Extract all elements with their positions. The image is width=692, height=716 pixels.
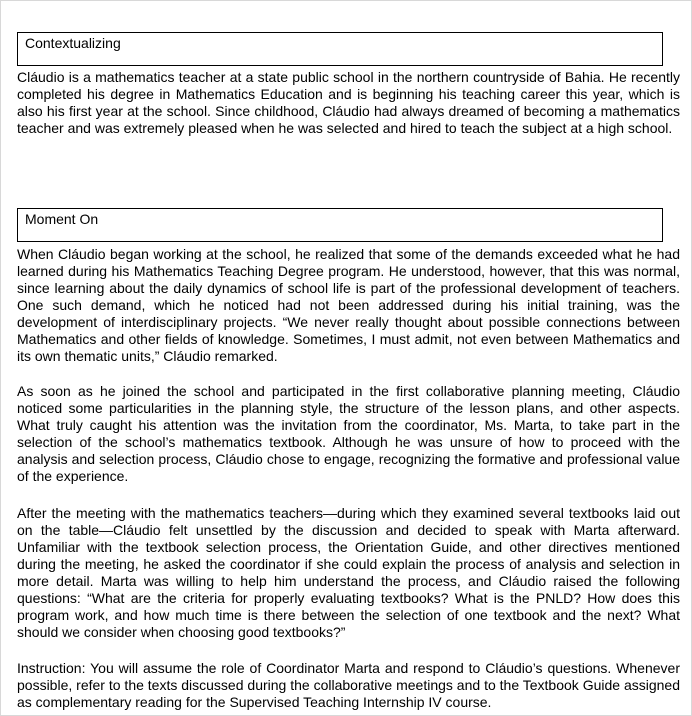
section-heading-text: Contextualizing — [25, 35, 121, 51]
paragraph-moment-1: When Cláudio began working at the school, he realized that some of the demands exceeded what he had learned during his Mathematics Teaching Degree program. He understood, however, that this was normal, since learning about the daily dynamics of school life is part of the professional development of teachers. One such demand, which he noticed had not been addressed during his initial training, was the development of interdisciplinary projects. “We never really thought about possible connections between Mathematics and other fields of knowledge. Sometimes, I must admit, not even between Mathematics and its own thematic units,” Cláudio remarked. — [17, 246, 680, 364]
paragraph-context: Cláudio is a mathematics teacher at a state public school in the northern countryside of Bahia. He recently completed his degree in Mathematics Education and is beginning his teaching career this year, which is also his first year at the school. Since childhood, Cláudio had always dreamed of becoming a mathematics teacher and was extremely pleased when he was selected and hired to teach the subject at a high school. — [17, 69, 680, 136]
section-heading-text: Moment On — [25, 211, 99, 227]
paragraph-instruction: Instruction: You will assume the role of Coordinator Marta and respond to Cláudio’s questions. Whenever possible, refer to the texts discussed during the collaborative meetings and to the Textbook Guide assigned as complementary reading for the Supervised Teaching Internship IV course. — [17, 660, 680, 710]
paragraph-moment-3: After the meeting with the mathematics teachers—during which they examined several textbooks laid out on the table—Cláudio felt unsettled by the discussion and decided to speak with Marta afterward. Unfamiliar with the textbook selection process, the Orientation Guide, and other directives mentioned during the meeting, he asked the coordinator if she could explain the process of analysis and selection in more detail. Marta was willing to help him understand the process, and Cláudio raised the following questions: “What are the criteria for properly evaluating textbooks? What is the PNLD? How does this program work, and how much time is there between the selection of one textbook and the next? What should we consider when choosing good textbooks?” — [17, 505, 680, 640]
section-heading-moment-on — [17, 208, 663, 242]
section-heading-contextualizing — [17, 32, 663, 66]
paragraph-moment-2: As soon as he joined the school and participated in the first collaborative planning meeting, Cláudio noticed some particularities in the planning style, the structure of the lesson plans, and other aspects. What truly caught his attention was the invitation from the coordinator, Ms. Marta, to take part in the selection of the school’s mathematics textbook. Although he was unsure of how to proceed with the analysis and selection process, Cláudio chose to engage, recognizing the formative and professional value of the experience. — [17, 383, 680, 484]
